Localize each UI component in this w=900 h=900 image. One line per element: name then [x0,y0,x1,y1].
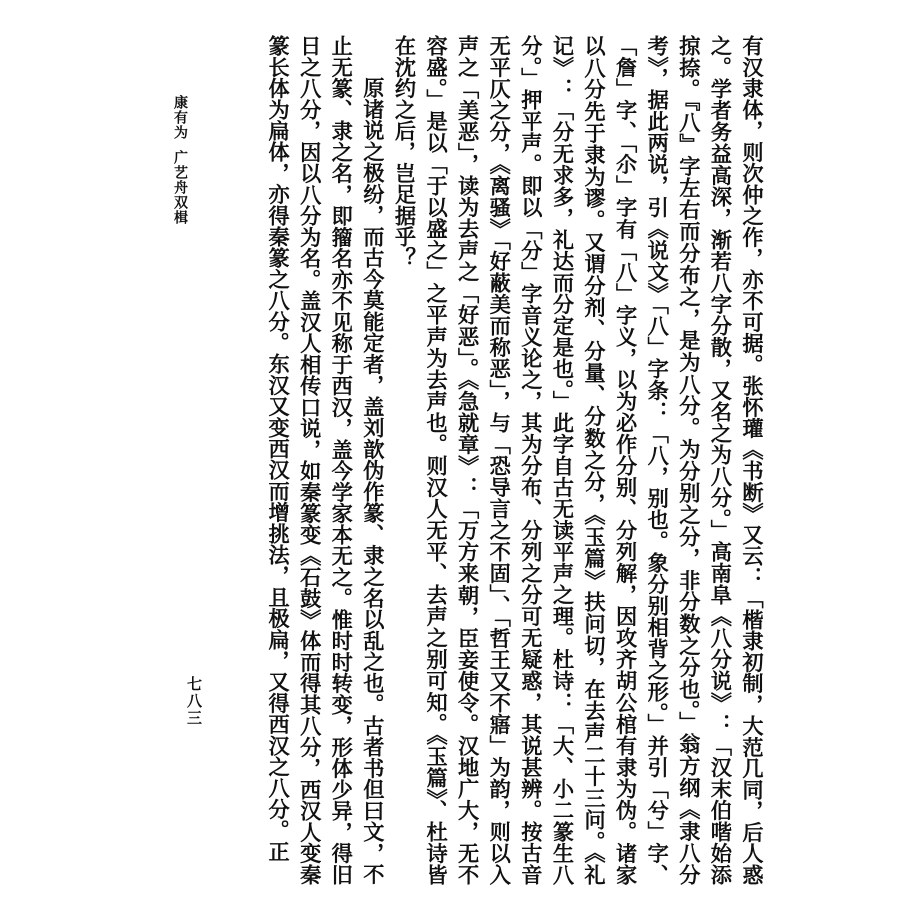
paragraph-2: 原诸说之极纷，而古今莫能定者，盖刘歆伪作篆、隶之名以乱之也。古者书但曰文，不止无篆、隶之名，即籀名亦不见称于西汉，盖今学家本无之。惟时时转变，形体少异，得旧日之八分，因以八分为名。盖汉人相传口说，如秦篆变《石鼓》体而得其八分，西汉人变秦篆长体为扁体，亦得秦篆之八分。东汉又变西汉而增挑法，且极扁，又得西汉之八分。正 [266,35,386,885]
page-number: 七八三 [185,676,203,727]
header-title: 广艺舟双楫 [172,150,188,225]
header-author: 康有为 [172,95,188,140]
running-header [170,95,190,255]
main-text [263,35,769,885]
paragraph-1: 有汉隶体，则次仲之作，亦不可据。张怀瓘《书断》又云：「楷隶初制，大范几同，后人惑之。学者务益高深，渐若八字分散，又名之为八分。」高南阜《八分说》：「汉末伯喈始添掠捺。『八』字左右而分布之，是为八分。为分别之分，非分数之分也。」翁方纲《隶八分考》，据此两说，引《说文》「八」字条：「八，别也。象分别相背之形。」并引「兮」字、「詹」字、「尒」字有「八」字义，以为必作分别、分列解，因攻齐胡公棺有隶为伪。诸家以八分先于隶为谬。又谓分剂、分量、分数之分，《玉篇》扶问切，在去声二十三问。《礼记》：「分无求多，礼达而分定是也。」此字自古无读平声之理。杜诗：「大、小二篆生八分。」押平声。即以「分」字音义论之，其为分布、分列之分可无疑惑，其说甚辨。按古音无平仄之分，《离骚》「好蔽美而称恶」，与「恐导言之不固」、「哲王又不寤」为韵，则以入声之「美恶」，读为去声之「好恶」。《急就章》：「万方来朝，臣妾使令。汉地广大，无不容盛。」是以「于以盛之」之平声为去声也。则汉人无平、去声之别可知。《玉篇》、杜诗皆在沈约之后，岂足据乎？ [392,35,765,885]
